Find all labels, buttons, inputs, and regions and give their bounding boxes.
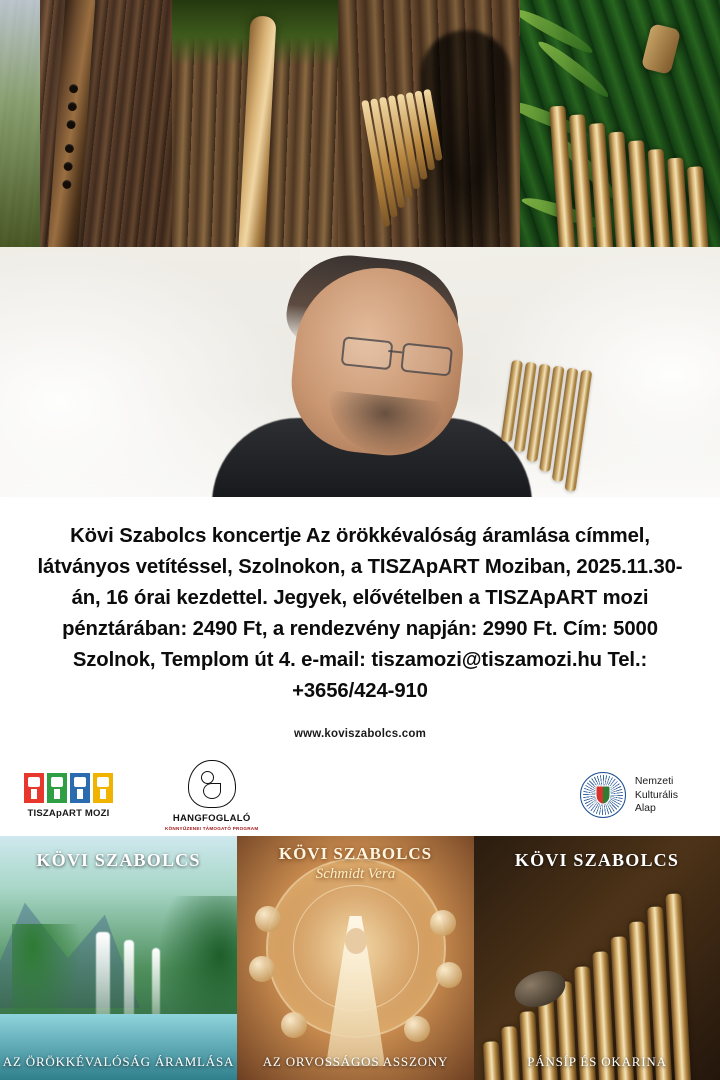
album-cover-1 <box>0 836 237 1080</box>
artist-portrait <box>0 247 720 498</box>
dark-flute-image <box>46 0 96 247</box>
album-3-panflute-image <box>474 870 715 1080</box>
photo-tree-light-flute <box>172 0 338 247</box>
album-3-title: PÁNSÍP ÉS OKARINA <box>527 1054 667 1070</box>
album-1-title: AZ ÖRÖKKÉVALÓSÁG ÁRAMLÁSA <box>2 1054 235 1070</box>
logo-tiszapart-mozi <box>24 771 113 819</box>
played-pan-flute <box>493 359 598 497</box>
event-description: Kövi Szabolcs koncertje Az örökkévalóság áramlása címmel, látványos vetítéssel, Szolnokon, a TISZApART Moziban, 2025.11.30-án, 16 órai kezdettel. Jegyek, elővételben a TISZApART mozi pénztárában: 2490 Ft, a rendezvény napján: 2990 Ft. Cím: 5000 Szolnok, Templom út 4. e-mail: tiszamozi@tiszamozi.hu Tel.: +3656/424-910 <box>37 525 683 702</box>
hangfoglalo-mark-icon <box>188 760 236 808</box>
logo-hangfoglalo <box>165 760 258 831</box>
photo-redwood-dark-flute <box>0 0 172 247</box>
nka-line-2: Kulturális <box>634 788 678 801</box>
nka-emblem-icon <box>580 772 626 818</box>
hangfoglalo-title: HANGFOGLALÓ <box>172 812 251 824</box>
sponsor-logo-row <box>0 754 720 836</box>
website-url[interactable]: www.koviszabolcs.com <box>293 728 427 741</box>
nka-line-3: Alap <box>634 802 656 815</box>
photo-trunk-panflutes <box>338 0 520 247</box>
hangfoglalo-subtitle: KÖNNYŰZENEI TÁMOGATÓ PROGRAM <box>165 825 259 831</box>
album-cover-strip <box>0 836 720 1080</box>
event-text-block <box>0 497 720 740</box>
logo-nemzeti-kulturalis-alap <box>580 772 678 818</box>
nka-text <box>635 775 678 815</box>
bamboo-knot <box>641 23 681 75</box>
album-2-title: AZ ORVOSSÁGOS ASSZONY <box>262 1054 449 1070</box>
album-3-artist: KÖVI SZABOLCS <box>514 850 680 871</box>
album-cover-2 <box>237 836 474 1080</box>
pan-pipes-image <box>548 81 717 246</box>
album-1-artist: KÖVI SZABOLCS <box>36 850 201 871</box>
top-photo-strip <box>0 0 720 247</box>
tiszapart-label: TISZApART MOZI <box>27 808 110 820</box>
nka-line-1: Nemzeti <box>634 775 674 788</box>
album-2-artist: KÖVI SZABOLCS <box>278 844 433 864</box>
tiszapart-mark-icon <box>24 771 113 803</box>
forest-background <box>0 0 40 247</box>
musician-figure <box>222 250 522 498</box>
album-cover-3 <box>474 836 720 1080</box>
photo-bamboo-panpipes <box>520 0 720 247</box>
album-2-featuring: Schmidt Vera <box>315 866 396 883</box>
